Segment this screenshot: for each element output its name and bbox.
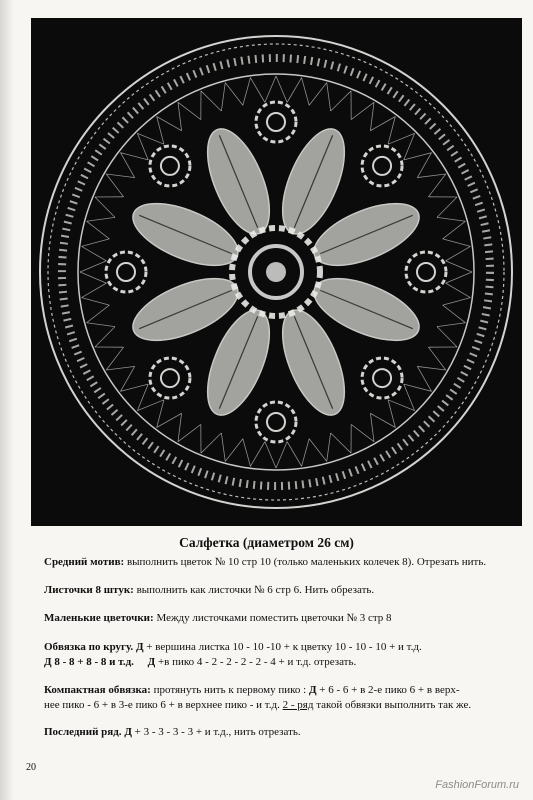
round-edging-line-1	[44, 640, 522, 655]
doily-net-line	[443, 221, 466, 239]
doily-illustration	[31, 18, 522, 526]
doily-net-line	[370, 413, 395, 427]
doily-net-line	[121, 153, 149, 160]
watermark: FashionForum.ru	[435, 779, 519, 791]
doily-net-line	[95, 197, 115, 217]
doily-net-line	[225, 83, 243, 106]
round-edging-d: Д	[135, 641, 144, 653]
doily-net-line	[201, 91, 221, 111]
doily-net-line	[87, 305, 110, 323]
doily-net-line	[370, 102, 374, 130]
middle-motif-text: выполнить цветок № 10 стр 10 (только маленьких колечек 8). Отрезать нить.	[126, 556, 487, 568]
doily-net-line	[309, 83, 327, 106]
doily-photo	[31, 18, 522, 526]
doily-small-flower	[256, 102, 296, 142]
doily-small-flower	[150, 358, 190, 398]
doily-net-line	[417, 366, 431, 391]
doily-net-line	[221, 433, 225, 461]
doily-net-line	[201, 433, 221, 453]
leaves-label: Листочки 8 штук:	[44, 584, 134, 596]
section-last-row	[44, 725, 522, 740]
doily-net-line	[446, 283, 471, 297]
section-round-edging	[44, 640, 522, 670]
doily-small-flower-center	[417, 263, 435, 281]
page-edge-shadow	[0, 0, 14, 800]
last-row-d: Д	[124, 726, 132, 738]
doily-net-line	[428, 174, 445, 197]
doily-net-line	[388, 400, 395, 428]
doily-net-line	[404, 153, 432, 160]
doily-net-line	[287, 442, 301, 467]
doily-small-flower-center	[161, 157, 179, 175]
doily-net-line	[437, 217, 465, 221]
doily-net-line	[95, 327, 115, 347]
doily-small-flower	[362, 146, 402, 186]
doily-net-line	[302, 439, 310, 467]
doily-net-line	[443, 305, 466, 323]
section-middle-motif	[44, 555, 522, 570]
doily-small-flower-center	[267, 413, 285, 431]
doily-small-flower	[150, 146, 190, 186]
compact-edging-line-1	[44, 683, 522, 698]
doily-net-line	[82, 246, 107, 260]
doily-net-line	[327, 433, 331, 461]
doily-net-line	[428, 347, 445, 370]
doily-net-line	[106, 366, 134, 370]
doily-net-line	[178, 413, 182, 441]
doily-net-line	[265, 76, 276, 102]
doily-net-line	[250, 442, 264, 467]
doily-net-line	[351, 424, 374, 441]
round-edging-label: Обвязка по кругу.	[44, 641, 134, 653]
doily-net-line	[221, 83, 225, 111]
doily-net-line	[417, 153, 431, 178]
doily-net-line	[243, 78, 251, 106]
doily-small-flower-center	[267, 113, 285, 131]
doily-small-flower	[106, 252, 146, 292]
section-small-flowers	[44, 611, 522, 626]
round-edging-line2-start: Д 8 - 8 + 8 - 8 и т.д.	[44, 656, 134, 668]
doily-net-line	[443, 239, 471, 247]
doily-net-line	[370, 117, 395, 131]
compact-edging-d: Д	[308, 684, 317, 696]
doily-net-line	[250, 78, 264, 103]
compact-edging-row-ref: 2 - ряд	[282, 699, 314, 711]
doily-net-line	[157, 117, 182, 131]
middle-motif-label: Средний мотив:	[44, 556, 125, 568]
round-edging-line1-text: + вершина листка 10 - 10 -10 + к цветку 10 - 10 - 10 + и т.д.	[146, 641, 422, 653]
doily-net-line	[157, 400, 164, 428]
round-edging-line-2	[44, 655, 522, 670]
round-edging-line2-text: +в пико 4 - 2 - 2 - 2 - 2 - 4 + и т.д. отрезать.	[157, 656, 357, 668]
section-compact-edging	[44, 683, 522, 713]
page-number: 20	[26, 762, 36, 773]
doily-net-line	[121, 384, 149, 391]
doily-net-line	[437, 323, 465, 327]
doily-net-line	[276, 76, 287, 102]
doily-net-line	[287, 78, 301, 103]
doily-net-line	[370, 413, 374, 441]
doily-small-flower-center	[373, 369, 391, 387]
doily-net-line	[437, 327, 457, 347]
doily-net-line	[178, 102, 182, 130]
doily-net-line	[265, 442, 276, 468]
compact-edging-line2-rest: такой обвязки выполнить так же.	[316, 699, 472, 711]
doily-center-dot	[266, 262, 286, 282]
doily-net-line	[404, 384, 432, 391]
doily-net-line	[178, 102, 201, 119]
compact-edging-label: Компактная обвязка:	[44, 684, 151, 696]
doily-net-line	[302, 78, 310, 106]
doily-net-line	[225, 439, 243, 462]
doily-net-line	[331, 433, 351, 453]
doily-small-flower-center	[117, 263, 135, 281]
doily-net-line	[417, 366, 445, 370]
doily-net-line	[106, 347, 123, 370]
doily-net-line	[243, 439, 251, 467]
doily-net-line	[87, 323, 115, 327]
doily-net-line	[446, 261, 472, 272]
page-title: Салфетка (диаметром 26 см)	[179, 535, 354, 550]
last-row-label: Последний ряд.	[44, 726, 122, 738]
doily-net-line	[106, 174, 123, 197]
last-row-text: + 3 - 3 - 3 - 3 + и т.д., нить отрезать.	[134, 726, 301, 738]
doily-net-line	[106, 174, 134, 178]
section-leaves	[44, 583, 522, 598]
doily-small-flower-center	[161, 369, 179, 387]
doily-net-line	[437, 197, 457, 217]
doily-net-line	[443, 298, 471, 306]
doily-net-line	[327, 83, 331, 111]
doily-small-flower-center	[373, 157, 391, 175]
small-flowers-label: Маленькие цветочки:	[44, 612, 154, 624]
doily-net-line	[417, 174, 445, 178]
doily-net-line	[80, 261, 106, 272]
compact-edging-line1-text: протянуть нить к первому пико :	[153, 684, 307, 696]
round-edging-line2-d: Д	[147, 656, 156, 668]
doily-small-flower	[362, 358, 402, 398]
doily-net-line	[82, 283, 107, 297]
doily-small-flower	[256, 402, 296, 442]
doily-net-line	[157, 117, 164, 145]
doily-net-line	[121, 366, 135, 391]
doily-net-line	[121, 153, 135, 178]
doily-net-line	[82, 298, 110, 306]
small-flowers-text: Между листочками поместить цветочки № 3 стр 8	[156, 612, 392, 624]
doily-net-line	[157, 413, 182, 427]
compact-edging-line-2	[44, 698, 522, 713]
doily-net-line	[82, 239, 110, 247]
compact-edging-line1-rest: + 6 - 6 + в 2-е пико 6 + в верх-	[319, 684, 460, 696]
doily-net-line	[388, 117, 395, 145]
doily-net-line	[446, 246, 471, 260]
doily-net-line	[309, 439, 327, 462]
doily-net-line	[80, 272, 106, 283]
doily-net-line	[276, 442, 287, 468]
leaves-text: выполнить как листочки № 6 стр 6. Нить обрезать.	[136, 584, 375, 596]
doily-net-line	[331, 91, 351, 111]
doily-net-line	[178, 424, 201, 441]
doily-net-line	[446, 272, 472, 283]
compact-edging-line2-text: нее пико - 6 + в 3-е пико 6 + в верхнее пико - и т.д.	[44, 699, 280, 711]
doily-net-line	[351, 102, 374, 119]
doily-net-line	[87, 217, 115, 221]
doily-small-flower	[406, 252, 446, 292]
doily-net-line	[87, 221, 110, 239]
